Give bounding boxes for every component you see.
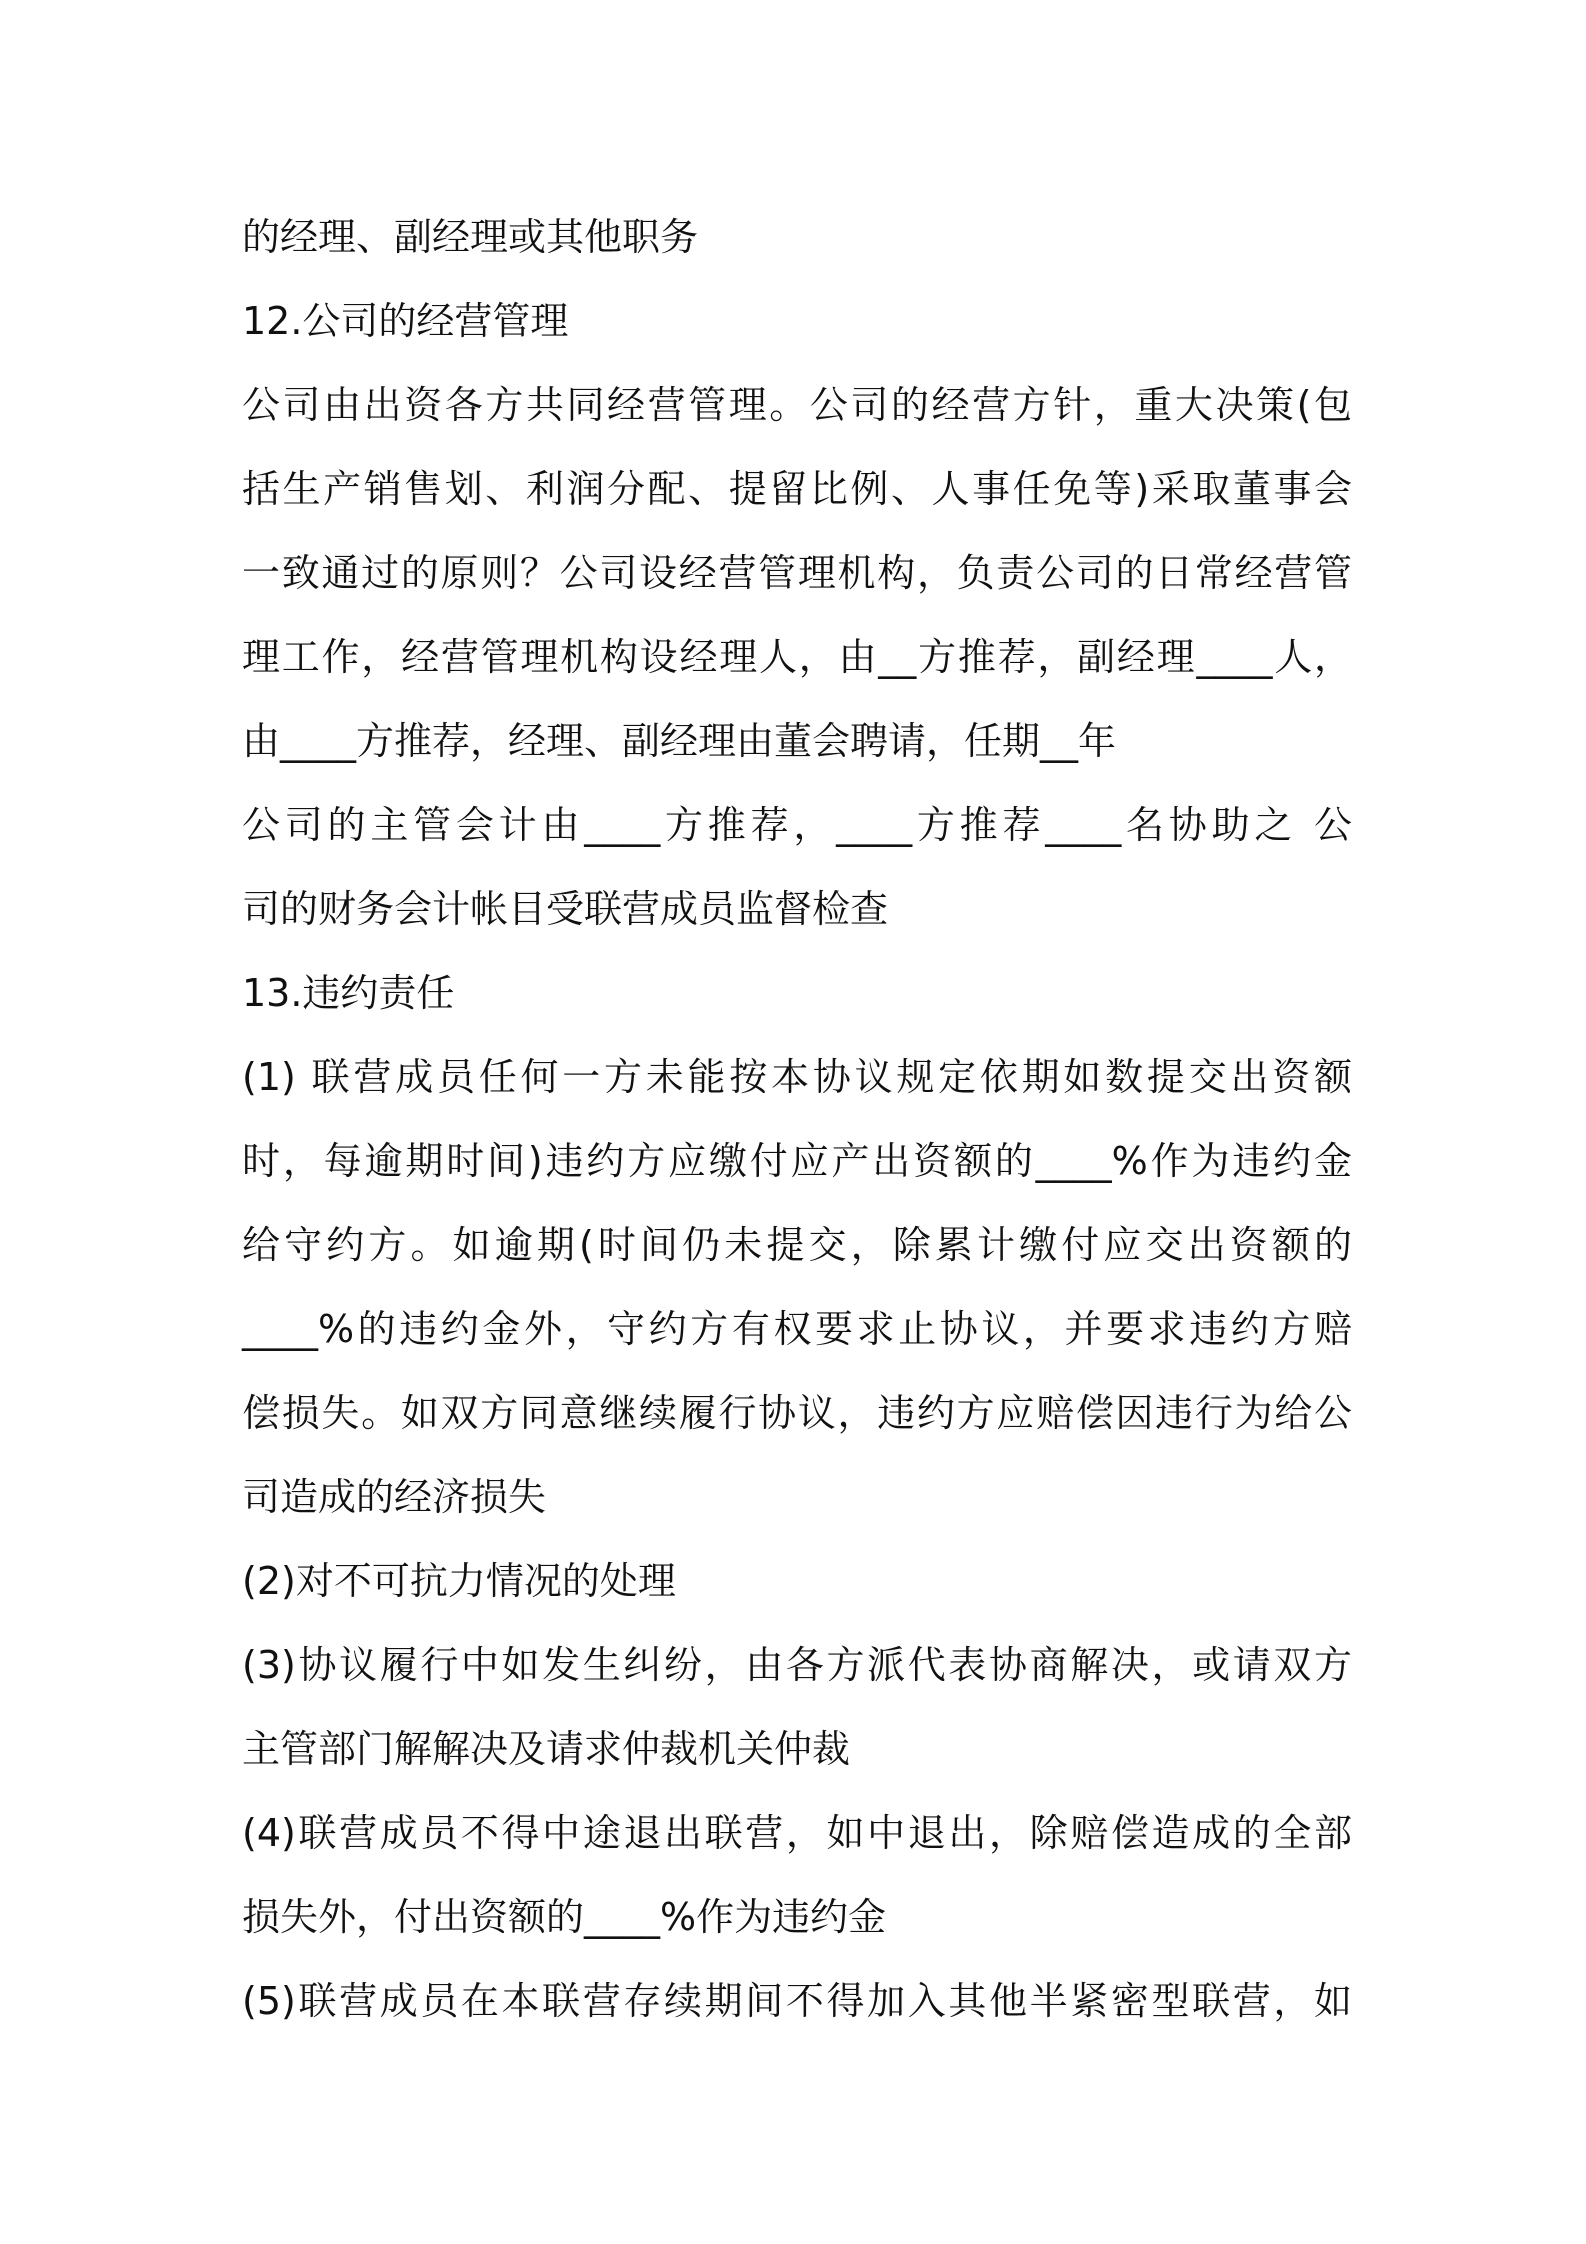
section-heading-13: 13.违约责任 bbox=[242, 971, 455, 1015]
section-heading-12: 12.公司的经营管理 bbox=[242, 299, 569, 343]
clause-4-line-1: (4)联营成员不得中途退出联营，如中退出，除赔偿造成的全部 bbox=[242, 1811, 1352, 1855]
clause-3-line-2: 主管部门解解决及请求仲裁机关仲裁 bbox=[242, 1727, 851, 1771]
text-line-1: 的经理、副经理或其他职务 bbox=[242, 215, 699, 259]
clause-1-line-4: ____%的违约金外，守约方有权要求止协议，并要求违约方赔 bbox=[242, 1307, 1352, 1351]
document-body bbox=[242, 195, 1362, 2043]
text-line-3: 公司由出资各方共同经营管理。公司的经营方针，重大决策(包 bbox=[242, 383, 1352, 427]
clause-5-line-1: (5)联营成员在本联营存续期间不得加入其他半紧密型联营，如 bbox=[242, 1979, 1352, 2023]
text-line-5: 一致通过的原则？公司设经营管理机构，负责公司的日常经营管 bbox=[242, 551, 1352, 595]
text-line-9: 司的财务会计帐目受联营成员监督检查 bbox=[242, 887, 889, 931]
clause-4-line-2: 损失外，付出资额的____%作为违约金 bbox=[242, 1895, 887, 1939]
clause-1-line-5: 偿损失。如双方同意继续履行协议，违约方应赔偿因违行为给公 bbox=[242, 1391, 1352, 1435]
text-line-7: 由____方推荐，经理、副经理由董会聘请，任期__年 bbox=[242, 719, 1117, 763]
clause-1-line-3: 给守约方。如逾期(时间仍未提交，除累计缴付应交出资额的 bbox=[242, 1223, 1352, 1267]
text-line-8: 公司的主管会计由____方推荐，____方推荐____名协助之 公 bbox=[242, 803, 1352, 847]
text-line-6: 理工作，经营管理机构设经理人，由__方推荐，副经理____人， bbox=[242, 635, 1352, 679]
clause-3-line-1: (3)协议履行中如发生纠纷，由各方派代表协商解决，或请双方 bbox=[242, 1643, 1352, 1687]
clause-1-line-1: (1) 联营成员任何一方未能按本协议规定依期如数提交出资额 bbox=[242, 1055, 1352, 1099]
clause-1-line-6: 司造成的经济损失 bbox=[242, 1475, 547, 1519]
clause-2: (2)对不可抗力情况的处理 bbox=[242, 1559, 676, 1603]
clause-1-line-2: 时，每逾期时间)违约方应缴付应产出资额的____%作为违约金 bbox=[242, 1139, 1352, 1183]
text-line-4: 括生产销售划、利润分配、提留比例、人事任免等)采取董事会 bbox=[242, 467, 1352, 511]
